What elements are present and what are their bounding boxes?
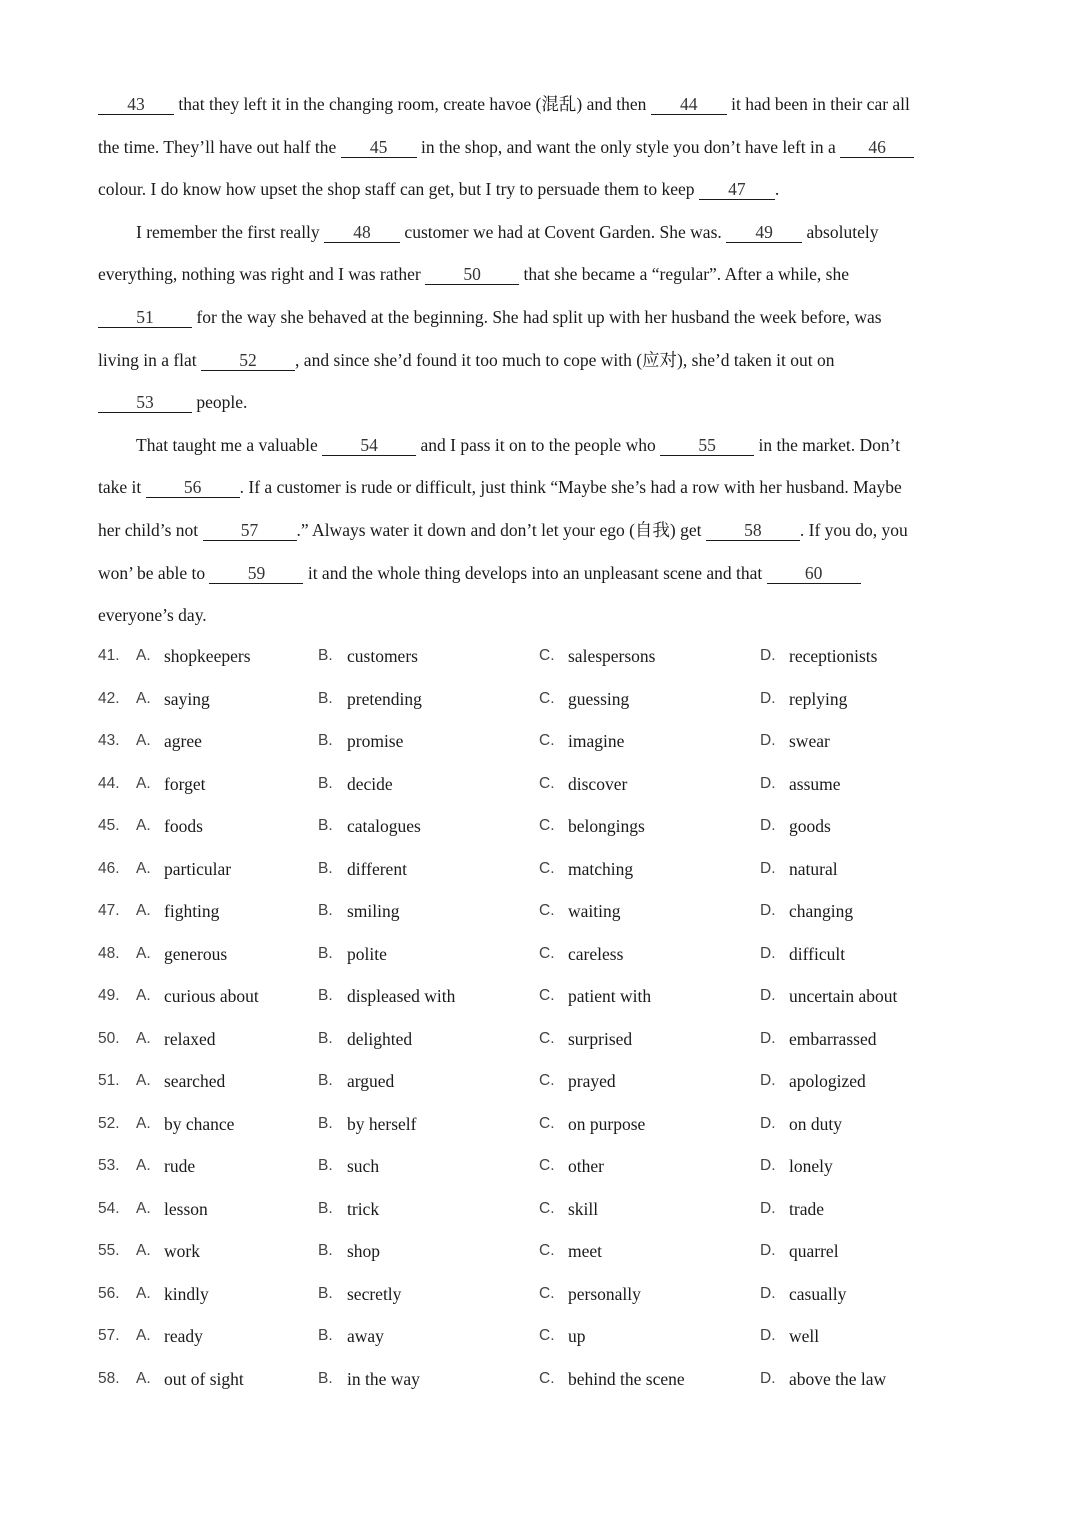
passage-text: her child’s not bbox=[98, 519, 203, 540]
option-label: C. bbox=[539, 647, 555, 664]
option-label: A. bbox=[136, 689, 151, 707]
question-number: 53. bbox=[98, 1157, 120, 1174]
option-a: saying bbox=[164, 688, 210, 709]
question-number: 58. bbox=[98, 1369, 120, 1387]
option-a: relaxed bbox=[164, 1028, 216, 1049]
question-number: 44. bbox=[98, 774, 120, 792]
option-b: in the way bbox=[347, 1368, 420, 1389]
passage-line bbox=[98, 211, 978, 254]
option-d: uncertain about bbox=[789, 986, 898, 1006]
option-a: particular bbox=[164, 858, 232, 879]
option-d: embarrassed bbox=[789, 1028, 877, 1049]
passage-text: won’ be able to bbox=[98, 562, 210, 583]
passage-line bbox=[98, 509, 978, 552]
answer-options bbox=[98, 635, 998, 1400]
passage-line bbox=[98, 83, 978, 126]
passage-line bbox=[98, 424, 978, 467]
passage-line bbox=[98, 466, 978, 509]
option-label: C. bbox=[539, 1284, 555, 1302]
option-d: casually bbox=[789, 1283, 847, 1304]
passage-text: everyone’s day. bbox=[98, 605, 207, 626]
option-label: B. bbox=[318, 1114, 333, 1132]
option-label: C. bbox=[539, 1157, 555, 1174]
question-number: 42. bbox=[98, 689, 120, 707]
passage-text: people. bbox=[192, 392, 248, 413]
question-number: 52. bbox=[98, 1114, 120, 1132]
option-label: C. bbox=[539, 1369, 555, 1387]
option-b: trick bbox=[347, 1198, 380, 1219]
blank-49: 49 bbox=[726, 222, 802, 243]
option-label: A. bbox=[136, 1284, 151, 1302]
question-number: 43. bbox=[98, 732, 120, 749]
option-label: C. bbox=[539, 1072, 555, 1089]
option-d: apologized bbox=[789, 1071, 866, 1091]
option-c: meet bbox=[568, 1241, 603, 1261]
option-d: quarrel bbox=[789, 1241, 839, 1261]
option-c: other bbox=[568, 1156, 604, 1176]
option-label: D. bbox=[760, 1199, 776, 1217]
option-a: ready bbox=[164, 1326, 203, 1346]
option-label: A. bbox=[136, 1327, 151, 1344]
option-c: matching bbox=[568, 858, 634, 879]
option-c: prayed bbox=[568, 1071, 616, 1091]
option-d: changing bbox=[789, 901, 854, 921]
passage-text: it and the whole thing develops into an unpleasant scene and that bbox=[303, 562, 767, 583]
passage-text: it had been in their car all bbox=[726, 94, 910, 114]
option-label: D. bbox=[760, 902, 776, 919]
option-b: such bbox=[347, 1156, 380, 1176]
option-c: belongings bbox=[568, 816, 645, 836]
option-a: kindly bbox=[164, 1283, 209, 1304]
option-d: swear bbox=[789, 731, 830, 751]
option-a: work bbox=[164, 1241, 200, 1261]
passage-text: for the way she behaved at the beginning. She had split up with her husband the week before, was bbox=[192, 306, 882, 327]
option-label: A. bbox=[136, 817, 151, 834]
blank-57: 57 bbox=[203, 520, 297, 541]
option-d: replying bbox=[789, 688, 848, 709]
passage-text: absolutely bbox=[802, 221, 879, 242]
option-label: D. bbox=[760, 1242, 776, 1259]
option-label: A. bbox=[136, 1242, 151, 1259]
option-label: B. bbox=[318, 647, 333, 664]
option-label: D. bbox=[760, 1284, 776, 1302]
option-label: D. bbox=[760, 944, 776, 962]
option-b: decide bbox=[347, 773, 393, 794]
option-a: foods bbox=[164, 816, 203, 836]
passage-text: and I pass it on to the people who bbox=[416, 434, 661, 455]
option-c: careless bbox=[568, 943, 624, 964]
option-label: D. bbox=[760, 1327, 776, 1344]
option-a: agree bbox=[164, 731, 202, 751]
option-b: promise bbox=[347, 731, 404, 751]
question-row bbox=[98, 933, 998, 976]
option-label: B. bbox=[318, 689, 333, 707]
option-a: generous bbox=[164, 943, 228, 964]
option-label: B. bbox=[318, 902, 333, 919]
question-row bbox=[98, 1315, 998, 1358]
passage-text: That taught me a valuable bbox=[136, 434, 323, 455]
question-number: 50. bbox=[98, 1029, 120, 1047]
option-label: A. bbox=[136, 647, 151, 664]
option-b: away bbox=[347, 1326, 384, 1346]
option-d: difficult bbox=[789, 943, 846, 964]
option-label: D. bbox=[760, 732, 776, 749]
option-label: B. bbox=[318, 1369, 333, 1387]
passage-text: in the shop, and want the only style you don’t have left in a bbox=[416, 136, 841, 157]
blank-50: 50 bbox=[425, 264, 519, 285]
option-label: D. bbox=[760, 1114, 776, 1132]
option-a: shopkeepers bbox=[164, 646, 251, 666]
passage-text: take it bbox=[98, 477, 146, 498]
option-c: imagine bbox=[568, 731, 625, 751]
question-number: 51. bbox=[98, 1072, 120, 1089]
passage-text: in the market. Don’t bbox=[754, 434, 901, 455]
option-label: C. bbox=[539, 944, 555, 962]
option-c: skill bbox=[568, 1198, 599, 1219]
option-a: rude bbox=[164, 1156, 196, 1176]
question-number: 46. bbox=[98, 859, 120, 877]
option-b: secretly bbox=[347, 1283, 402, 1304]
option-c: surprised bbox=[568, 1028, 633, 1049]
option-b: by herself bbox=[347, 1113, 417, 1134]
passage-text: customer we had at Covent Garden. She was. bbox=[400, 221, 727, 242]
option-label: D. bbox=[760, 1029, 776, 1047]
option-label: B. bbox=[318, 1157, 333, 1174]
question-row bbox=[98, 1230, 998, 1273]
option-label: C. bbox=[539, 1114, 555, 1132]
option-c: waiting bbox=[568, 901, 621, 921]
blank-55: 55 bbox=[660, 435, 754, 456]
blank-47: 47 bbox=[699, 179, 775, 200]
option-label: B. bbox=[318, 1029, 333, 1047]
option-c: personally bbox=[568, 1283, 641, 1304]
question-number: 57. bbox=[98, 1327, 120, 1344]
passage-line bbox=[98, 168, 978, 211]
option-label: B. bbox=[318, 774, 333, 792]
option-label: D. bbox=[760, 1369, 776, 1387]
question-row bbox=[98, 1188, 998, 1231]
option-label: B. bbox=[318, 1072, 333, 1089]
blank-53: 53 bbox=[98, 392, 192, 413]
option-b: displeased with bbox=[347, 986, 456, 1006]
option-c: on purpose bbox=[568, 1113, 646, 1134]
passage-line bbox=[98, 296, 978, 339]
blank-45: 45 bbox=[341, 137, 417, 158]
option-d: on duty bbox=[789, 1113, 842, 1134]
passage-line bbox=[98, 253, 978, 296]
option-label: D. bbox=[760, 689, 776, 707]
passage-text: .” Always water it down and don’t let your ego (自我) get bbox=[296, 519, 706, 540]
option-label: A. bbox=[136, 1369, 151, 1387]
question-number: 45. bbox=[98, 817, 120, 834]
blank-60: 60 bbox=[767, 563, 861, 584]
option-label: D. bbox=[760, 1157, 776, 1174]
option-label: C. bbox=[539, 689, 555, 707]
option-b: polite bbox=[347, 943, 387, 964]
blank-56: 56 bbox=[146, 477, 240, 498]
blank-54: 54 bbox=[322, 435, 416, 456]
option-d: goods bbox=[789, 816, 831, 836]
blank-48: 48 bbox=[324, 222, 400, 243]
blank-46: 46 bbox=[840, 137, 914, 158]
passage-line bbox=[98, 594, 978, 637]
option-b: smiling bbox=[347, 901, 400, 921]
option-label: A. bbox=[136, 1157, 151, 1174]
question-number: 49. bbox=[98, 987, 120, 1004]
option-b: customers bbox=[347, 646, 418, 666]
option-d: lonely bbox=[789, 1156, 833, 1176]
blank-43: 43 bbox=[98, 94, 174, 115]
option-b: different bbox=[347, 858, 407, 879]
blank-52: 52 bbox=[201, 350, 295, 371]
option-d: well bbox=[789, 1326, 820, 1346]
option-c: patient with bbox=[568, 986, 652, 1006]
option-a: lesson bbox=[164, 1198, 208, 1219]
option-c: salespersons bbox=[568, 646, 656, 666]
passage-text: colour. I do know how upset the shop staff can get, but I try to persuade them to keep bbox=[98, 179, 699, 200]
passage-text: the time. They’ll have out half the bbox=[98, 136, 341, 157]
option-label: A. bbox=[136, 1114, 151, 1132]
option-c: discover bbox=[568, 773, 628, 794]
option-b: pretending bbox=[347, 688, 422, 709]
question-row bbox=[98, 1060, 998, 1103]
option-label: A. bbox=[136, 1072, 151, 1089]
option-c: guessing bbox=[568, 688, 630, 709]
passage-text: living in a flat bbox=[98, 349, 202, 370]
option-b: delighted bbox=[347, 1028, 413, 1049]
question-row bbox=[98, 635, 998, 678]
option-label: B. bbox=[318, 732, 333, 749]
option-label: B. bbox=[318, 987, 333, 1004]
option-label: C. bbox=[539, 902, 555, 919]
passage-line bbox=[98, 552, 978, 595]
passage-text: . If a customer is rude or difficult, just think “Maybe she’s had a row with her husband. Maybe bbox=[239, 477, 902, 498]
option-label: C. bbox=[539, 1242, 555, 1259]
option-d: assume bbox=[789, 773, 841, 794]
blank-44: 44 bbox=[651, 94, 727, 115]
passage-text: , and since she’d found it too much to cope with (应对), she’d taken it out on bbox=[295, 349, 835, 370]
option-label: B. bbox=[318, 817, 333, 834]
question-row bbox=[98, 1358, 998, 1401]
option-label: A. bbox=[136, 987, 151, 1004]
option-d: above the law bbox=[789, 1368, 887, 1389]
question-row bbox=[98, 1018, 998, 1061]
option-label: A. bbox=[136, 732, 151, 749]
blank-51: 51 bbox=[98, 307, 192, 328]
option-label: C. bbox=[539, 1029, 555, 1047]
cloze-passage bbox=[98, 83, 978, 637]
question-row bbox=[98, 975, 998, 1018]
option-label: B. bbox=[318, 1284, 333, 1302]
question-row bbox=[98, 763, 998, 806]
question-row bbox=[98, 1103, 998, 1146]
blank-58: 58 bbox=[706, 520, 800, 541]
option-label: B. bbox=[318, 1242, 333, 1259]
option-a: by chance bbox=[164, 1113, 235, 1134]
option-a: curious about bbox=[164, 986, 259, 1006]
option-a: searched bbox=[164, 1071, 226, 1091]
question-row bbox=[98, 805, 998, 848]
option-label: A. bbox=[136, 944, 151, 962]
option-label: A. bbox=[136, 774, 151, 792]
passage-text: everything, nothing was right and I was rather bbox=[98, 264, 426, 285]
option-label: C. bbox=[539, 1199, 555, 1217]
option-label: A. bbox=[136, 902, 151, 919]
option-label: C. bbox=[539, 987, 555, 1004]
option-label: C. bbox=[539, 732, 555, 749]
option-label: D. bbox=[760, 817, 776, 834]
option-label: D. bbox=[760, 987, 776, 1004]
option-b: argued bbox=[347, 1071, 395, 1091]
passage-text: that they left it in the changing room, create havoe (混乱) and then bbox=[174, 94, 651, 114]
option-label: B. bbox=[318, 944, 333, 962]
option-c: behind the scene bbox=[568, 1368, 685, 1389]
option-label: A. bbox=[136, 859, 151, 877]
passage-line bbox=[98, 339, 978, 382]
option-label: D. bbox=[760, 774, 776, 792]
option-label: B. bbox=[318, 1327, 333, 1344]
passage-text: I remember the first really bbox=[136, 221, 325, 242]
option-a: fighting bbox=[164, 901, 220, 921]
question-row bbox=[98, 890, 998, 933]
option-label: C. bbox=[539, 817, 555, 834]
option-label: B. bbox=[318, 859, 333, 877]
passage-line bbox=[98, 381, 978, 424]
passage-text: . If you do, you bbox=[799, 519, 908, 540]
option-c: up bbox=[568, 1326, 586, 1346]
question-row bbox=[98, 678, 998, 721]
option-d: receptionists bbox=[789, 646, 878, 666]
question-number: 48. bbox=[98, 944, 120, 962]
question-row bbox=[98, 1145, 998, 1188]
blank-59: 59 bbox=[209, 563, 303, 584]
option-label: D. bbox=[760, 647, 776, 664]
question-row bbox=[98, 1273, 998, 1316]
question-number: 47. bbox=[98, 902, 120, 919]
passage-line bbox=[98, 126, 978, 169]
option-label: C. bbox=[539, 774, 555, 792]
option-a: out of sight bbox=[164, 1368, 244, 1389]
question-number: 41. bbox=[98, 647, 120, 664]
question-number: 56. bbox=[98, 1284, 120, 1302]
option-label: C. bbox=[539, 1327, 555, 1344]
passage-text: that she became a “regular”. After a while, she bbox=[519, 264, 849, 285]
option-label: D. bbox=[760, 859, 776, 877]
question-number: 54. bbox=[98, 1199, 120, 1217]
question-row bbox=[98, 848, 998, 891]
option-a: forget bbox=[164, 773, 206, 794]
option-label: A. bbox=[136, 1029, 151, 1047]
question-number: 55. bbox=[98, 1242, 120, 1259]
option-b: catalogues bbox=[347, 816, 421, 836]
option-d: natural bbox=[789, 858, 838, 879]
option-label: C. bbox=[539, 859, 555, 877]
option-label: D. bbox=[760, 1072, 776, 1089]
question-row bbox=[98, 720, 998, 763]
option-b: shop bbox=[347, 1241, 381, 1261]
option-label: A. bbox=[136, 1199, 151, 1217]
passage-text: . bbox=[774, 179, 780, 200]
option-label: B. bbox=[318, 1199, 333, 1217]
option-d: trade bbox=[789, 1198, 824, 1219]
